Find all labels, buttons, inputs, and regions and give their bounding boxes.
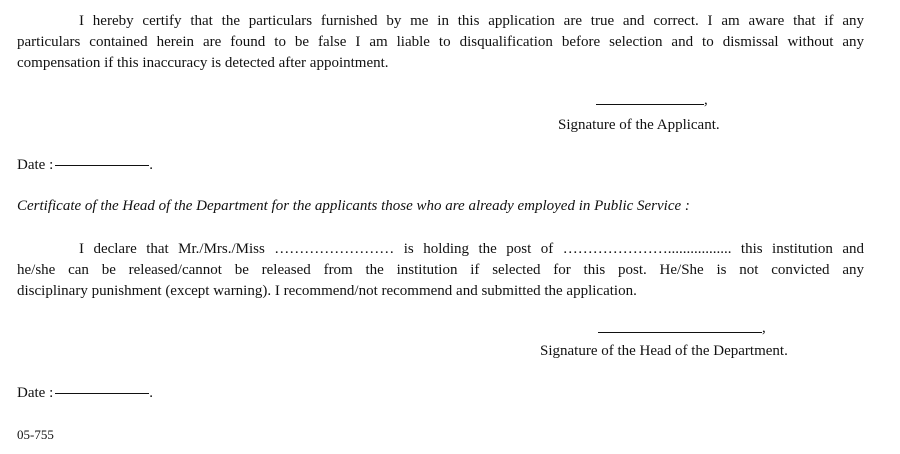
declaration-line-3: compensation if this inaccuracy is detected after appointment. <box>17 55 389 71</box>
date-field-2 <box>17 385 153 402</box>
applicant-signature-line <box>596 104 704 105</box>
footer-code: 05-755 <box>17 427 54 442</box>
declaration-line-1: I hereby certify that the particulars furnished by me in this application are true and correct. I am aware that if any <box>79 13 864 29</box>
date-field-1 <box>17 157 153 174</box>
date-end: . <box>149 157 153 173</box>
certificate-line-1: I declare that Mr./Mrs./Miss …………………… is holding the post of …………………................. this institution and <box>79 241 864 257</box>
certificate-line-3: disciplinary punishment (except warning). I recommend/not recommend and submitted the application. <box>17 283 637 299</box>
head-signature-line <box>598 332 762 333</box>
head-certificate-heading: Certificate of the Head of the Department for the applicants those who are already employed in Public Service : <box>17 198 690 214</box>
declaration-line-2: particulars contained herein are found to be false I am liable to disqualification before selection and to dismissal without any <box>17 34 864 50</box>
applicant-declaration <box>17 11 864 74</box>
date-label: Date : <box>17 385 54 401</box>
date-end: . <box>149 385 153 401</box>
applicant-signature-comma: , <box>704 92 708 108</box>
head-signature-label: Signature of the Head of the Department. <box>540 343 788 359</box>
applicant-signature-label: Signature of the Applicant. <box>558 117 720 133</box>
certificate-line-2: he/she can be released/cannot be released from the institution if selected for this post. He/She is not convicted any <box>17 262 864 278</box>
head-signature-comma: , <box>762 320 766 336</box>
head-certificate-body <box>17 239 864 302</box>
date-blank-line <box>55 165 149 166</box>
date-label: Date : <box>17 157 54 173</box>
date-blank-line <box>55 393 149 394</box>
